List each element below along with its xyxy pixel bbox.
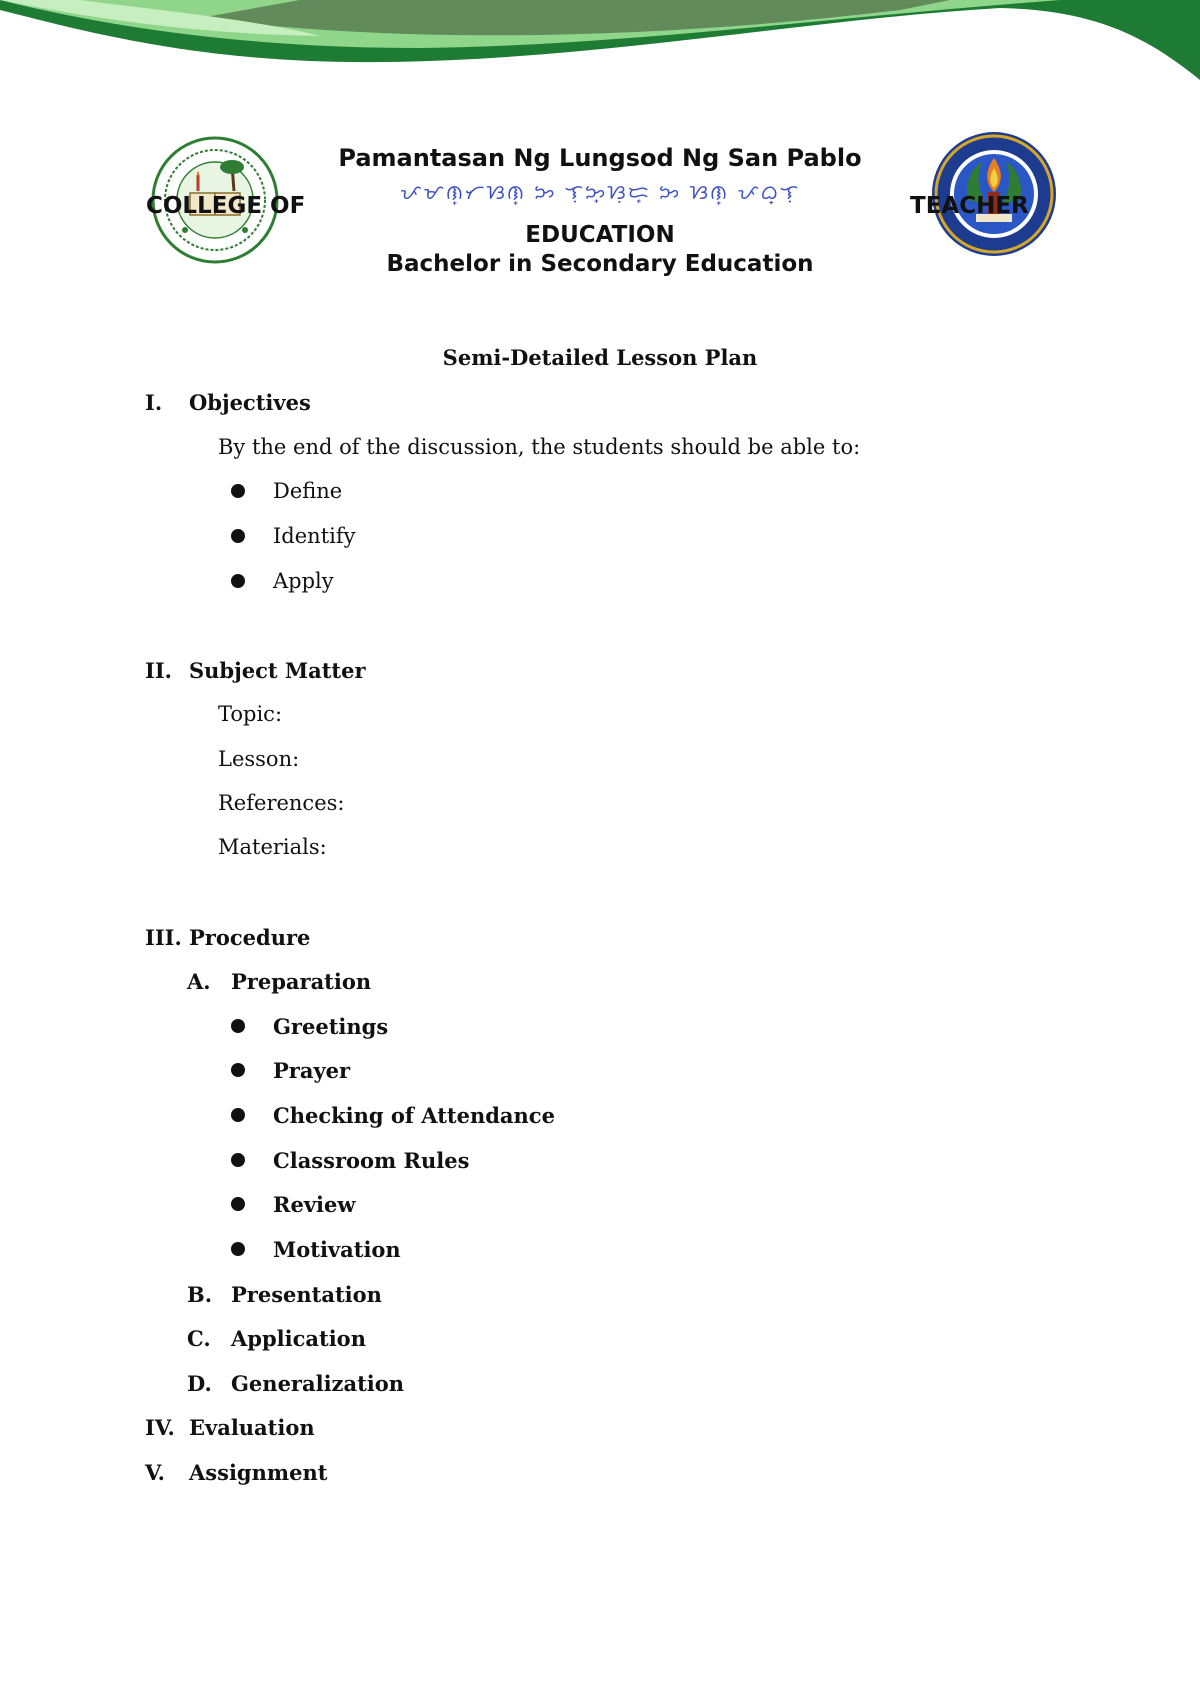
list-item: Prayer	[273, 1058, 351, 1083]
section-number: I.	[145, 390, 163, 415]
list-item: Identify	[273, 524, 356, 548]
subsection-heading-preparation: Preparation	[231, 969, 372, 994]
subsection-heading-presentation: Presentation	[231, 1282, 382, 1307]
program-name: Bachelor in Secondary Education	[386, 251, 814, 277]
college-label-right: TEACHER	[910, 193, 1029, 219]
section-number: III.	[145, 925, 182, 950]
list-item: Classroom Rules	[273, 1148, 470, 1173]
subsection-heading-generalization: Generalization	[231, 1371, 405, 1396]
list-item: Review	[273, 1192, 356, 1217]
subsection-letter: C.	[187, 1326, 211, 1351]
bullet-icon	[231, 574, 245, 588]
objectives-intro: By the end of the discussion, the students should be able to:	[218, 435, 861, 459]
bullet-icon	[231, 1063, 245, 1077]
department-name: EDUCATION	[525, 222, 675, 248]
list-item: Define	[273, 479, 343, 503]
green-wave-banner	[0, 0, 1200, 90]
bullet-icon	[231, 1153, 245, 1167]
section-heading-procedure: Procedure	[189, 925, 311, 950]
section-number: IV.	[145, 1415, 175, 1440]
bullet-icon	[231, 529, 245, 543]
section-heading-subject-matter: Subject Matter	[189, 658, 366, 683]
list-item: Greetings	[273, 1014, 389, 1039]
section-number: II.	[145, 658, 172, 683]
school-name: Pamantasan Ng Lungsod Ng San Pablo	[338, 144, 862, 172]
bullet-icon	[231, 1242, 245, 1256]
bullet-icon	[231, 1197, 245, 1211]
subsection-heading-application: Application	[231, 1326, 366, 1351]
field-label-materials: Materials:	[218, 835, 327, 859]
document-title: Semi-Detailed Lesson Plan	[442, 345, 758, 370]
subsection-letter: D.	[187, 1371, 212, 1396]
subsection-letter: A.	[187, 969, 211, 994]
bullet-icon	[231, 1019, 245, 1033]
bullet-icon	[231, 1108, 245, 1122]
field-label-lesson: Lesson:	[218, 747, 300, 771]
section-number: V.	[145, 1460, 165, 1485]
subsection-letter: B.	[187, 1282, 213, 1307]
section-heading-evaluation: Evaluation	[189, 1415, 315, 1440]
list-item: Apply	[273, 569, 334, 593]
field-label-topic: Topic:	[218, 702, 283, 726]
list-item: Checking of Attendance	[273, 1103, 555, 1128]
list-item: Motivation	[273, 1237, 401, 1262]
section-heading-assignment: Assignment	[189, 1460, 328, 1485]
school-name-baybayin: ᜉᜋᜈ᜔ᜆᜐᜈ᜔ ᜅ ᜎᜓᜅ᜔ᜐᜓᜇ᜔ ᜅ ᜐᜈ᜔ ᜉᜊ᜔ᜎᜓ	[399, 180, 801, 204]
college-label-left: COLLEGE OF	[146, 193, 306, 219]
bullet-icon	[231, 484, 245, 498]
section-heading-objectives: Objectives	[189, 390, 311, 415]
field-label-references: References:	[218, 791, 345, 815]
